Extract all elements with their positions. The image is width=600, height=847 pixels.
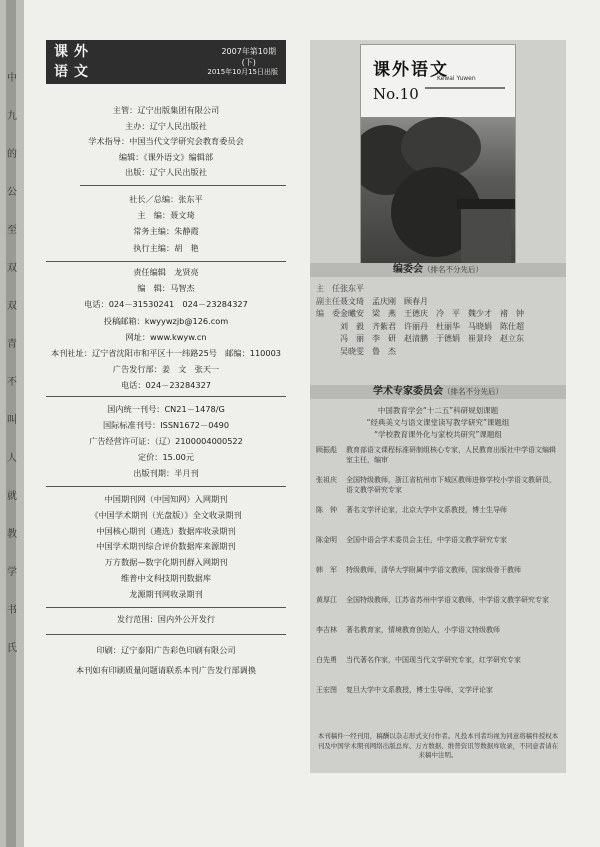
cover-info-lines	[425, 87, 505, 89]
expert-entry	[316, 565, 558, 575]
spine-char: 至	[7, 225, 17, 236]
masthead	[46, 40, 286, 84]
board-row	[316, 296, 428, 308]
experts-heading: 学术专家委员会（排名不分先后）	[310, 385, 566, 399]
publisher-line: 出版：辽宁人民出版社	[125, 167, 207, 178]
cover-title: 课外语文	[373, 60, 449, 80]
expert-name: 黄厚江	[316, 596, 337, 604]
spine-char: 中	[7, 73, 17, 84]
cover-issue-number: No.10	[373, 85, 419, 103]
masthead-issue: 2007年第10期 (下)	[221, 47, 276, 67]
contact-line: 编 辑：马智杰	[137, 283, 195, 294]
editor-line: 执行主编：胡 艳	[133, 242, 199, 253]
expert-entry	[316, 625, 558, 635]
indexing-line: 万方数据—数字化期刊群入网期刊	[104, 557, 228, 568]
divider	[46, 261, 286, 262]
indexing-line: 中国期刊网（中国知网）入网期刊	[104, 494, 228, 504]
spine-char: 书	[7, 605, 17, 616]
divider	[46, 486, 286, 487]
board-row	[316, 346, 396, 358]
spine-char: 双	[7, 301, 17, 312]
contact-line: 投稿邮箱：kwyywzjb@126.com	[103, 315, 229, 326]
expert-description: 特级教师，清华大学附属中学语文教师，国家级骨干教师	[346, 566, 521, 574]
magazine-cover	[360, 44, 516, 271]
project-line: 中国教育学会“十二五”科研规划课题	[377, 406, 499, 415]
printing-line: 印刷：辽宁泰阳广告彩色印刷有限公司	[96, 645, 236, 655]
spine-char: 不	[7, 377, 17, 388]
project-line: “经典美文与语文课堂读写教学研究”课题组	[366, 418, 510, 427]
board-heading: 编委会（排名不分先后）	[310, 263, 566, 277]
expert-entry	[316, 535, 558, 545]
indexing-line: 中国学术期刊综合评价数据库来源期刊	[96, 541, 236, 552]
divider	[80, 185, 286, 186]
spine-char: 氏	[7, 643, 17, 654]
spine-char: 九	[7, 111, 17, 122]
spine-char: 双	[7, 263, 17, 274]
expert-name: 陈 钟	[316, 506, 337, 514]
board-names: 金曦安 梁 燕 王德庆 冷 平 魏少才 褚 钟	[340, 309, 524, 318]
expert-entry	[316, 655, 558, 665]
expert-entry	[316, 595, 558, 605]
board-names: 张东平	[340, 284, 364, 293]
board-names: 刘 毅 齐紫君 许丽丹 杜丽华 马晓娟 陈仕超	[340, 321, 524, 331]
printing-line: 本刊如有印刷质量问题请联系本刊广告发行部调换	[75, 665, 257, 675]
publisher-line: 主办：辽宁人民出版社	[125, 120, 207, 131]
indexing-line: 中国核心期刊（遴选）数据库收录期刊	[96, 525, 236, 536]
board-names: 吴晓雯 鲁 杰	[340, 346, 396, 356]
expert-description: 复旦大学中文系教授，博士生导师，文学评论家	[346, 686, 493, 694]
expert-description: 全国特级教师，浙江省杭州市下城区教师进修学校小学语文教研员，语文教学研究专家	[346, 476, 556, 494]
board-names: 聂文琦 孟庆刚 顾春月	[340, 296, 428, 306]
editor-line: 社长／总编：张东平	[129, 194, 203, 204]
board-label: 副主任	[316, 296, 340, 306]
number-line: 国际标准刊号：ISSN1672－0490	[102, 420, 230, 430]
notice-text: 本刊稿件一经刊用，稿酬以杂志形式支付作者。凡投本刊者均视为同意将稿件授权本刊及中国学术期刊网络出版总库、万方数据、维普资讯等数据库收录，不同意者请在来稿中注明。	[317, 732, 559, 759]
building-roof	[457, 199, 515, 209]
expert-name: 李吉林	[316, 626, 337, 634]
publisher-line: 学术指导：中国当代文学研究会教育委员会	[88, 136, 244, 147]
expert-entry	[316, 505, 558, 515]
indexing-line: 龙源期刊网收录期刊	[129, 588, 203, 599]
cover-pinyin: Kewai Yuwen	[437, 75, 476, 82]
spine-char: 教	[7, 529, 17, 540]
number-line: 出版刊期：半月刊	[133, 468, 199, 478]
expert-entry	[316, 685, 558, 695]
expert-description: 著名教育家，情境教育创始人，小学语文特级教师	[346, 626, 500, 634]
expert-name: 白先勇	[316, 656, 337, 664]
page-binding	[0, 0, 24, 847]
project-line: “学校教育课外化与家校共研究”课题组	[374, 430, 502, 439]
contact-line: 电话：024－31530241 024－23284327	[84, 299, 248, 310]
number-line: 国内统一刊号：CN21－1478/G	[107, 404, 225, 414]
masthead-date: 2015年10月15日出版	[207, 68, 278, 76]
expert-name: 陈金明	[316, 536, 337, 544]
spine-text	[2, 60, 22, 668]
publisher-line: 编辑：《课外语文》编辑部	[118, 151, 214, 162]
cover-photo	[361, 117, 515, 270]
board-names: 冯 丽 李 研 赵清鹏 于德娟 崔景玲 赵立东	[340, 334, 524, 343]
expert-description: 教育部语文课程标准研制组核心专家，人民教育出版社中学语文编辑室主任，编审	[346, 446, 556, 464]
publisher-line: 主管：辽宁出版集团有限公司	[112, 105, 220, 115]
spine-char: 的	[7, 149, 17, 160]
board-row	[316, 333, 524, 345]
expert-description: 全国中语会学术委员会主任，中学语文教学研究专家	[346, 536, 507, 544]
expert-description: 当代著名作家，中国现当代文学研究专家，红学研究专家	[346, 656, 521, 664]
spine-char: 叫	[7, 415, 17, 426]
indexing-line: 维普中文科技期刊数据库	[120, 573, 212, 583]
board-label: 编 委	[316, 309, 340, 318]
expert-name: 张祖庆	[316, 476, 337, 484]
masthead-title: 课外 语文	[54, 44, 94, 80]
distribution-scope: 发行范围：国内外公开发行	[116, 614, 216, 624]
expert-entry	[316, 475, 558, 495]
divider	[46, 634, 286, 635]
divider	[46, 607, 286, 608]
divider	[46, 396, 286, 397]
right-panel	[310, 40, 566, 773]
spine-char: 学	[7, 567, 17, 578]
expert-entry	[316, 445, 558, 465]
contact-line: 网址：www.kwyw.cn	[125, 331, 207, 342]
board-row	[316, 321, 524, 333]
spine-char: 青	[7, 339, 17, 350]
indexing-line: 《中国学术期刊（光盘版）》全文收录期刊	[90, 509, 242, 520]
contact-line: 电话：024－23284327	[120, 380, 212, 391]
spine-char: 人	[7, 453, 17, 464]
spine-char: 公	[7, 187, 17, 198]
editor-line: 主 编：聂文琦	[137, 210, 195, 221]
contact-line: 责任编辑 龙贤亮	[133, 267, 199, 277]
editor-line: 常务主编：朱静霞	[133, 226, 199, 237]
board-row	[316, 308, 524, 320]
contact-line: 广告发行部：姜 文 张天一	[112, 364, 220, 375]
expert-description: 著名文学评论家，北京大学中文系教授，博士生导师	[346, 506, 507, 514]
expert-name: 顾振彪	[316, 446, 337, 454]
number-line: 定价：15.00元	[137, 452, 195, 462]
contact-line: 本刊社址：辽宁省沈阳市和平区十一纬路25号 邮编：110003	[51, 348, 281, 358]
spine-char: 就	[7, 491, 17, 502]
board-label: 主 任	[316, 284, 340, 293]
building-wall	[461, 209, 511, 269]
expert-description: 全国特级教师，江苏省苏州中学语文教师，中学语文教学研究专家	[346, 596, 549, 604]
expert-name: 韩 军	[316, 566, 337, 574]
number-line: 广告经营许可证：（辽）2100004000522	[89, 436, 243, 446]
board-row	[316, 283, 364, 295]
expert-name: 王宏图	[316, 686, 337, 694]
